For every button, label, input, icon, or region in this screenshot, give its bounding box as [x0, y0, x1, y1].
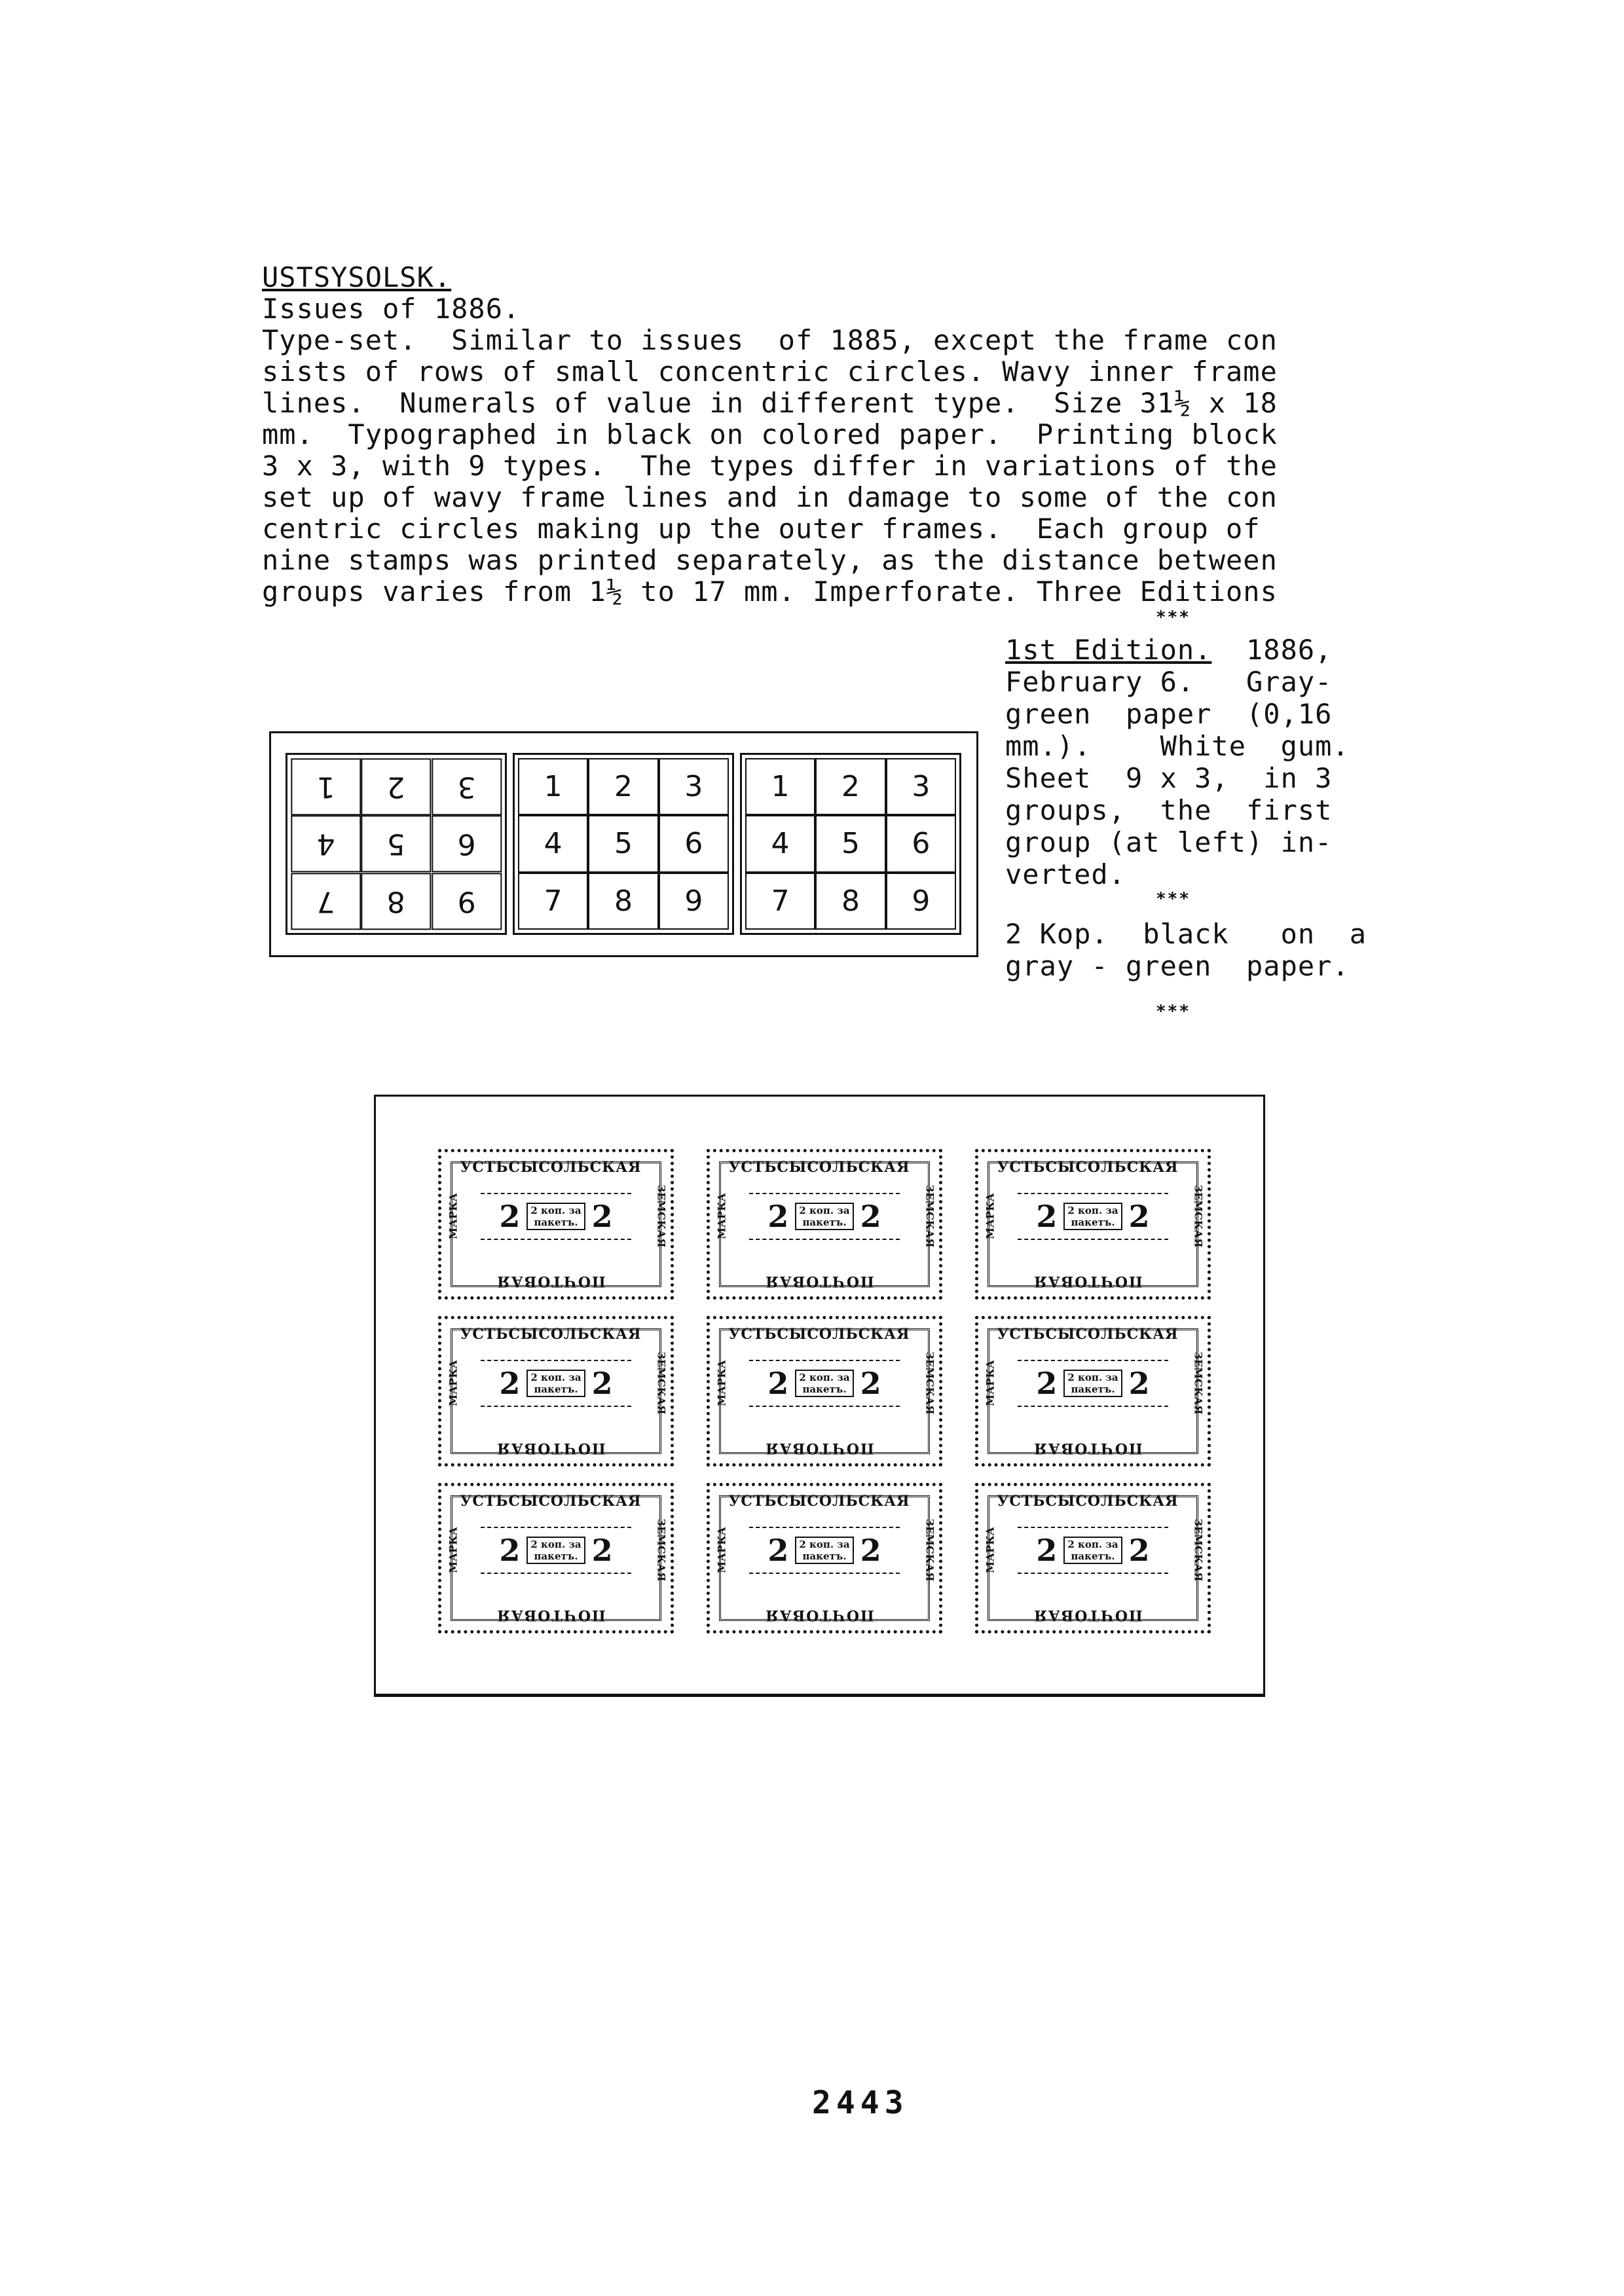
- stamp-value-text-line: пакетъ.: [802, 1216, 847, 1228]
- separator-stars: ***: [1156, 1002, 1190, 1021]
- stamp-value-text-line: пакетъ.: [534, 1550, 578, 1562]
- numeral-cell: 8: [815, 873, 885, 930]
- stamp-right-text: ЗЕМСКАЯ: [655, 1351, 668, 1415]
- stamp-left-text: МАРКА: [984, 1193, 997, 1239]
- numeral-cell: 9: [659, 873, 729, 930]
- stamp-bottom-text: ПОЧТОВАЯ: [496, 1273, 606, 1290]
- stamp-value-panel: [481, 1527, 631, 1574]
- body-line: sists of rows of small concentric circles. Wavy inner frame: [262, 355, 1278, 388]
- edition-line: mm.). White gum.: [1005, 730, 1350, 762]
- numeral-cell: 8: [361, 873, 431, 930]
- stamp-right-text: ЗЕМСКАЯ: [655, 1184, 668, 1248]
- stamp-value-numeral: 2: [767, 1199, 789, 1234]
- stamp-value-text-line: 2 коп. за: [1067, 1539, 1118, 1550]
- numeral-cell: 3: [886, 758, 956, 815]
- stamp-value-text: [526, 1370, 585, 1397]
- edition-line: Sheet 9 x 3, in 3: [1005, 762, 1333, 794]
- edition-line: February 6. Gray-: [1005, 666, 1333, 698]
- separator-stars: ***: [1156, 889, 1190, 909]
- stamp-top-text: УСТЬСЫСОЛЬСКАЯ: [997, 1159, 1179, 1176]
- stamp-value-text-line: пакетъ.: [802, 1383, 847, 1395]
- body-line: Type-set. Similar to issues of 1885, except the frame con: [262, 324, 1278, 356]
- stamp-bottom-text: ПОЧТОВАЯ: [1033, 1440, 1143, 1457]
- stamp-value-numeral: 2: [499, 1366, 521, 1401]
- stamp-top-text: УСТЬСЫСОЛЬСКАЯ: [728, 1326, 910, 1343]
- stamp-value-text: [1063, 1537, 1122, 1564]
- numeral-cell: 6: [659, 815, 729, 872]
- numeral-cell: 5: [588, 815, 658, 872]
- stamp-value-numeral: 2: [1036, 1366, 1058, 1401]
- stamp-value-text-line: пакетъ.: [534, 1383, 578, 1395]
- stamp-bottom-text: ПОЧТОВАЯ: [496, 1440, 606, 1457]
- separator-stars: ***: [1156, 608, 1190, 627]
- stamp-value-numeral: 2: [767, 1366, 789, 1401]
- stamp-right-text: ЗЕМСКАЯ: [1192, 1351, 1205, 1415]
- stamp-value-panel: [749, 1193, 900, 1240]
- stamp-right-text: ЗЕМСКАЯ: [1192, 1518, 1205, 1582]
- stamp-value-panel: [1018, 1527, 1168, 1574]
- stamp-value-text: [795, 1203, 853, 1230]
- stamp-top-text: УСТЬСЫСОЛЬСКАЯ: [460, 1493, 642, 1510]
- body-line: mm. Typographed in black on colored paper. Printing block: [262, 418, 1278, 450]
- stamp-value-numeral: 2: [591, 1533, 613, 1568]
- page-number: 2443: [812, 2085, 909, 2121]
- stamp-image: [438, 1316, 674, 1467]
- stamp-value-text-line: 2 коп. за: [799, 1539, 850, 1550]
- numeral-cell: 4: [291, 815, 361, 872]
- body-line: centric circles making up the outer frames. Each group of: [262, 513, 1261, 545]
- stamp-right-text: ЗЕМСКАЯ: [1192, 1184, 1205, 1248]
- edition-title: 1st Edition.: [1005, 634, 1212, 666]
- stamp-bottom-text: ПОЧТОВАЯ: [496, 1607, 606, 1624]
- stamp-left-text: МАРКА: [715, 1193, 728, 1239]
- numeral-cell: 4: [518, 815, 588, 872]
- stamp-value-text-line: 2 коп. за: [530, 1205, 581, 1216]
- stamp-image: [438, 1149, 674, 1300]
- stamp-image: [438, 1483, 674, 1633]
- stamp-bottom-text: ПОЧТОВАЯ: [764, 1440, 874, 1457]
- stamp-value-text-line: 2 коп. за: [1067, 1372, 1118, 1383]
- stamp-top-text: УСТЬСЫСОЛЬСКАЯ: [997, 1326, 1179, 1343]
- stamp-value-text-line: 2 коп. за: [799, 1205, 850, 1216]
- numeral-cell: 2: [588, 758, 658, 815]
- stamp-value-panel: [481, 1193, 631, 1240]
- numeral-cell: 2: [815, 758, 885, 815]
- stamp-right-text: ЗЕМСКАЯ: [923, 1184, 936, 1248]
- stamp-value-numeral: 2: [767, 1533, 789, 1568]
- stamp-value-text: [526, 1537, 585, 1564]
- stamp-image: [975, 1483, 1211, 1633]
- stamp-image: [707, 1483, 942, 1633]
- stamp-bottom-text: ПОЧТОВАЯ: [764, 1273, 874, 1290]
- stamp-left-text: МАРКА: [984, 1527, 997, 1573]
- stamp-value-text-line: 2 коп. за: [799, 1372, 850, 1383]
- stamp-bottom-text: ПОЧТОВАЯ: [1033, 1273, 1143, 1290]
- stamp-value-numeral: 2: [1128, 1533, 1150, 1568]
- numeral-cell: 7: [291, 873, 361, 930]
- stamp-value-text: [795, 1370, 853, 1397]
- stamp-value-text-line: пакетъ.: [1071, 1383, 1115, 1395]
- numeral-cell: 5: [815, 815, 885, 872]
- stamp-top-text: УСТЬСЫСОЛЬСКАЯ: [460, 1326, 642, 1343]
- stamp-value-numeral: 2: [591, 1366, 613, 1401]
- stamp-value-text: [526, 1203, 585, 1230]
- stamp-sheet-image: [374, 1095, 1265, 1697]
- numeral-group: [513, 753, 734, 935]
- edition-line: [1005, 634, 1359, 666]
- stamp-left-text: МАРКА: [447, 1360, 460, 1406]
- stamp-right-text: ЗЕМСКАЯ: [923, 1351, 936, 1415]
- stamp-image: [707, 1149, 942, 1300]
- stamp-top-text: УСТЬСЫСОЛЬСКАЯ: [728, 1159, 910, 1176]
- stamp-value-panel: [749, 1360, 900, 1407]
- stamp-value-text-line: пакетъ.: [1071, 1216, 1115, 1228]
- numeral-group: [740, 753, 961, 935]
- stamp-value-text-line: 2 коп. за: [530, 1372, 581, 1383]
- numeral-cell: 7: [745, 873, 815, 930]
- numeral-cell: 3: [432, 758, 502, 815]
- stamp-image: [975, 1316, 1211, 1467]
- edition-line: group (at left) in-: [1005, 826, 1333, 858]
- numeral-cell: 1: [291, 758, 361, 815]
- edition-date: 1886,: [1211, 634, 1333, 666]
- stamp-value-text: [1063, 1370, 1122, 1397]
- numeral-cell: 6: [432, 815, 502, 872]
- stamp-value-numeral: 2: [591, 1199, 613, 1234]
- body-line: Issues of 1886.: [262, 293, 521, 325]
- edition-line: groups, the first: [1005, 794, 1333, 826]
- numeral-cell: 6: [886, 815, 956, 872]
- numeral-cell: 9: [432, 873, 502, 930]
- numeral-cell: 1: [745, 758, 815, 815]
- stamp-left-text: МАРКА: [447, 1527, 460, 1573]
- body-line: groups varies from 1½ to 17 mm. Imperforate. Three Editions: [262, 575, 1278, 608]
- stamp-value-numeral: 2: [1128, 1366, 1150, 1401]
- numeral-cell: 2: [361, 758, 431, 815]
- body-line: lines. Numerals of value in different type. Size 31½ x 18: [262, 387, 1278, 419]
- stamp-top-text: УСТЬСЫСОЛЬСКАЯ: [728, 1493, 910, 1510]
- stamp-value-panel: [1018, 1360, 1168, 1407]
- stamp-value-text-line: 2 коп. за: [530, 1539, 581, 1550]
- stamp-value-line: gray - green paper.: [1005, 950, 1350, 982]
- stamp-right-text: ЗЕМСКАЯ: [923, 1518, 936, 1582]
- stamp-value-panel: [749, 1527, 900, 1574]
- stamp-value-line: 2 Kop. black on a: [1005, 918, 1367, 950]
- stamp-bottom-text: ПОЧТОВАЯ: [764, 1607, 874, 1624]
- stamp-value-panel: [1018, 1193, 1168, 1240]
- stamp-value-text: [1063, 1203, 1122, 1230]
- stamp-left-text: МАРКА: [447, 1193, 460, 1239]
- stamp-top-text: УСТЬСЫСОЛЬСКАЯ: [460, 1159, 642, 1176]
- stamp-left-text: МАРКА: [984, 1360, 997, 1406]
- numeral-cell: 9: [886, 873, 956, 930]
- stamp-top-text: УСТЬСЫСОЛЬСКАЯ: [997, 1493, 1179, 1510]
- stamp-value-numeral: 2: [1036, 1533, 1058, 1568]
- stamp-value-numeral: 2: [860, 1199, 881, 1234]
- numeral-cell: 4: [745, 815, 815, 872]
- body-line: set up of wavy frame lines and in damage to some of the con: [262, 481, 1278, 513]
- numeral-group-inverted: [286, 753, 507, 935]
- stamp-left-text: МАРКА: [715, 1360, 728, 1406]
- stamp-value-text: [795, 1537, 853, 1564]
- stamp-value-numeral: 2: [860, 1366, 881, 1401]
- stamp-value-panel: [481, 1360, 631, 1407]
- edition-line: green paper (0,16: [1005, 698, 1333, 730]
- stamp-value-numeral: 2: [1036, 1199, 1058, 1234]
- numeral-cell: 8: [588, 873, 658, 930]
- stamp-value-text-line: пакетъ.: [1071, 1550, 1115, 1562]
- body-line: nine stamps was printed separately, as the distance between: [262, 544, 1278, 576]
- stamp-value-text-line: пакетъ.: [802, 1550, 847, 1562]
- edition-line: verted.: [1005, 858, 1126, 890]
- stamp-value-text-line: пакетъ.: [534, 1216, 578, 1228]
- stamp-image: [707, 1316, 942, 1467]
- page-heading: USTSYSOLSK.: [262, 261, 452, 293]
- numeral-cell: 1: [518, 758, 588, 815]
- stamp-value-numeral: 2: [499, 1533, 521, 1568]
- numeral-cell: 5: [361, 815, 431, 872]
- numeral-cell: 7: [518, 873, 588, 930]
- stamp-value-numeral: 2: [499, 1199, 521, 1234]
- stamp-value-numeral: 2: [860, 1533, 881, 1568]
- stamp-value-text-line: 2 коп. за: [1067, 1205, 1118, 1216]
- stamp-image: [975, 1149, 1211, 1300]
- body-line: 3 x 3, with 9 types. The types differ in variations of the: [262, 450, 1278, 482]
- stamp-left-text: МАРКА: [715, 1527, 728, 1573]
- stamp-right-text: ЗЕМСКАЯ: [655, 1518, 668, 1582]
- stamp-bottom-text: ПОЧТОВАЯ: [1033, 1607, 1143, 1624]
- stamp-value-numeral: 2: [1128, 1199, 1150, 1234]
- numeral-cell: 3: [659, 758, 729, 815]
